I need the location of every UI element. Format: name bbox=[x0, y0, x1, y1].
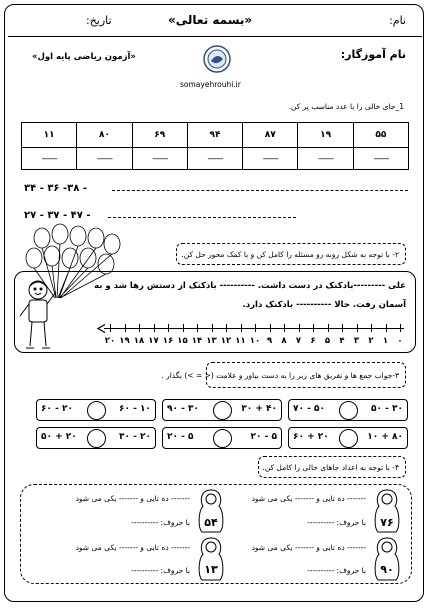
compare-card bbox=[288, 399, 408, 421]
table-blank[interactable]: -------- bbox=[298, 147, 353, 169]
table-number: ۱۱ bbox=[22, 123, 77, 148]
number-line-arrow bbox=[97, 324, 107, 333]
number-line-label: ۰ bbox=[397, 336, 403, 346]
number-line-tick bbox=[110, 324, 111, 332]
doll-words-line[interactable]: با حروف: ---------- bbox=[307, 566, 366, 575]
number-line-tick bbox=[342, 324, 343, 332]
table-blank[interactable]: -------- bbox=[243, 147, 298, 169]
q3-instruction: ۳-جواب جمع ها و تفریق های زیر را به دست بیاور و علامت (< = >) بگذار . bbox=[161, 371, 399, 380]
doll-words-line[interactable]: با حروف: ---------- bbox=[131, 566, 190, 575]
number-line-label: ۶ bbox=[310, 336, 316, 346]
number-line-label: ۱۴ bbox=[191, 336, 203, 346]
card-left-expression: ۹۰ - ۳۰ bbox=[167, 404, 199, 414]
table-blank[interactable]: -------- bbox=[353, 147, 408, 169]
table-number: ۵۵ bbox=[353, 123, 408, 148]
number-line-tick bbox=[313, 324, 314, 332]
q2-instruction-box bbox=[176, 243, 406, 265]
number-line-tick bbox=[400, 324, 401, 332]
compare-circle[interactable] bbox=[213, 401, 232, 420]
number-line-tick bbox=[371, 324, 372, 332]
table-blank[interactable]: -------- bbox=[77, 147, 132, 169]
boy-illustration bbox=[16, 278, 60, 354]
doll-words-line[interactable]: با حروف: ---------- bbox=[131, 518, 190, 527]
card-left-expression: ۶۰ + ۲۰ bbox=[293, 432, 329, 442]
website-text: somayehrouhi.ir bbox=[180, 80, 241, 89]
number-line-tick bbox=[328, 324, 329, 332]
date-label: تاریخ: bbox=[86, 14, 112, 27]
compare-card bbox=[162, 427, 282, 449]
number-line-tick bbox=[125, 324, 126, 332]
number-line-label: ۱۳ bbox=[206, 336, 217, 346]
doll-words-line[interactable]: با حروف: ---------- bbox=[307, 518, 366, 527]
q3-instruction-box bbox=[161, 362, 406, 388]
compare-circle[interactable] bbox=[87, 401, 106, 420]
sequence-blanks-2[interactable] bbox=[108, 217, 296, 218]
compare-circle[interactable] bbox=[339, 401, 358, 420]
number-line-label: ۱۱ bbox=[235, 336, 246, 346]
card-left-expression: ۲۰ - ۵ bbox=[167, 432, 194, 442]
number-line-label: ۱۸ bbox=[133, 336, 145, 346]
number-line-tick bbox=[255, 324, 256, 332]
number-line-tick bbox=[197, 324, 198, 332]
compare-card bbox=[36, 427, 156, 449]
number-line-label: ۹ bbox=[266, 336, 273, 346]
exam-title: «آزمون ریاضی پایه اول» bbox=[32, 52, 136, 62]
table-blank[interactable]: -------- bbox=[22, 147, 77, 169]
number-line-tick bbox=[154, 324, 155, 332]
number-line-label: ۱۵ bbox=[177, 336, 188, 346]
table-number: ۱۹ bbox=[298, 123, 353, 148]
doll-fill-line[interactable]: ------- ده تایی و ------- یکی می شود bbox=[251, 494, 366, 503]
table-number: ۸۷ bbox=[243, 123, 298, 148]
number-line-label: ۱۹ bbox=[119, 336, 130, 346]
number-line-label: ۱۶ bbox=[162, 336, 174, 346]
doll-fill-line[interactable]: ------- ده تایی و ------- یکی می شود bbox=[251, 543, 366, 552]
number-line-tick bbox=[357, 324, 358, 332]
number-line-tick bbox=[241, 324, 242, 332]
q2-text-line-2: آسمان رفت. حالا ---------- بادکنک دارد. bbox=[242, 300, 406, 310]
q2-text-line-1: علی ---------بادکنک در دست داشت. ---------- بادکنک از دستش رها شد و به bbox=[94, 281, 406, 291]
number-line-label: ۳ bbox=[353, 336, 360, 346]
number-line-label: ۱۰ bbox=[249, 336, 261, 346]
number-line bbox=[104, 328, 404, 329]
header-divider bbox=[8, 36, 422, 37]
name-label: نام: bbox=[389, 14, 406, 27]
page-title: «بسمه تعالی» bbox=[168, 13, 253, 27]
number-line-label: ۷ bbox=[295, 336, 302, 346]
compare-card bbox=[162, 399, 282, 421]
compare-circle[interactable] bbox=[213, 429, 232, 448]
number-line-label: ۱۲ bbox=[220, 336, 232, 346]
number-line-label: ۴ bbox=[339, 336, 345, 346]
sequence-row-2: ۲۷ - ۳۷ - ۴۷ - bbox=[24, 210, 91, 221]
number-line-tick bbox=[183, 324, 184, 332]
doll-number: ۱۳ bbox=[204, 563, 218, 576]
number-line-label: ۸ bbox=[281, 336, 287, 346]
doll-fill-line[interactable]: ------- ده تایی و ------- یکی می شود bbox=[75, 543, 190, 552]
table-number: ۸۰ bbox=[77, 123, 132, 148]
compare-card bbox=[288, 427, 408, 449]
number-line-tick bbox=[226, 324, 227, 332]
table-number: ۹۴ bbox=[187, 123, 242, 148]
table-blank[interactable]: -------- bbox=[132, 147, 187, 169]
number-line-label: ۲ bbox=[368, 336, 374, 346]
q4-instruction-box bbox=[258, 456, 406, 478]
table-blank[interactable]: -------- bbox=[187, 147, 242, 169]
sequence-blanks-1[interactable] bbox=[112, 190, 408, 191]
card-right-expression: ۲۰ - ۵ bbox=[250, 432, 277, 442]
card-right-expression: ۵۰ - ۳۰ bbox=[371, 404, 403, 414]
doll-number: ۷۶ bbox=[380, 516, 394, 529]
card-right-expression: ۳۰ + ۴۰ bbox=[241, 404, 277, 414]
number-line-tick bbox=[270, 324, 271, 332]
table-number: ۶۹ bbox=[132, 123, 187, 148]
number-line-tick bbox=[168, 324, 169, 332]
card-left-expression: ۷۰ - ۵۰ bbox=[293, 404, 325, 414]
card-right-expression: ۳۰ - ۲۰ bbox=[119, 432, 151, 442]
q2-instruction: ۲- با توجه به شکل روبه رو مسئله را کامل کن و با کمک محور حل کن. bbox=[181, 250, 399, 259]
compare-card bbox=[36, 399, 156, 421]
logo-emblem bbox=[202, 44, 232, 74]
doll-number: ۵۴ bbox=[204, 516, 218, 529]
card-right-expression: ۱۰ + ۸۰ bbox=[367, 432, 403, 442]
compare-circle[interactable] bbox=[339, 429, 358, 448]
doll-fill-line[interactable]: ------- ده تایی و ------- یکی می شود bbox=[75, 494, 190, 503]
number-table bbox=[21, 122, 409, 170]
doll-number: ۹۰ bbox=[380, 563, 394, 576]
number-line-tick bbox=[284, 324, 285, 332]
number-line-tick bbox=[139, 324, 140, 332]
card-left-expression: ۵۰ + ۲۰ bbox=[41, 432, 77, 442]
number-line-label: ۱۷ bbox=[148, 336, 159, 346]
number-line-label: ۱ bbox=[382, 336, 389, 346]
card-left-expression: ۶۰ - ۲۰ bbox=[41, 404, 73, 414]
teacher-label: نام آموزگار: bbox=[340, 48, 406, 61]
number-line-tick bbox=[212, 324, 213, 332]
card-right-expression: ۶۰ - ۱۰ bbox=[119, 404, 151, 414]
q1-instruction: 1_جای خالی را با عدد مناسب پر کن. bbox=[288, 102, 404, 111]
number-line-label: ۵ bbox=[324, 336, 331, 346]
q4-instruction: ۴- با توجه به اعداد جاهای خالی را کامل کن. bbox=[262, 463, 399, 472]
number-line-tick bbox=[386, 324, 387, 332]
number-line-tick bbox=[299, 324, 300, 332]
compare-circle[interactable] bbox=[87, 429, 106, 448]
number-line-label: ۲۰ bbox=[104, 336, 116, 346]
sequence-row-1: ۳۴ - ۳۶ -۳۸ - bbox=[24, 183, 87, 194]
